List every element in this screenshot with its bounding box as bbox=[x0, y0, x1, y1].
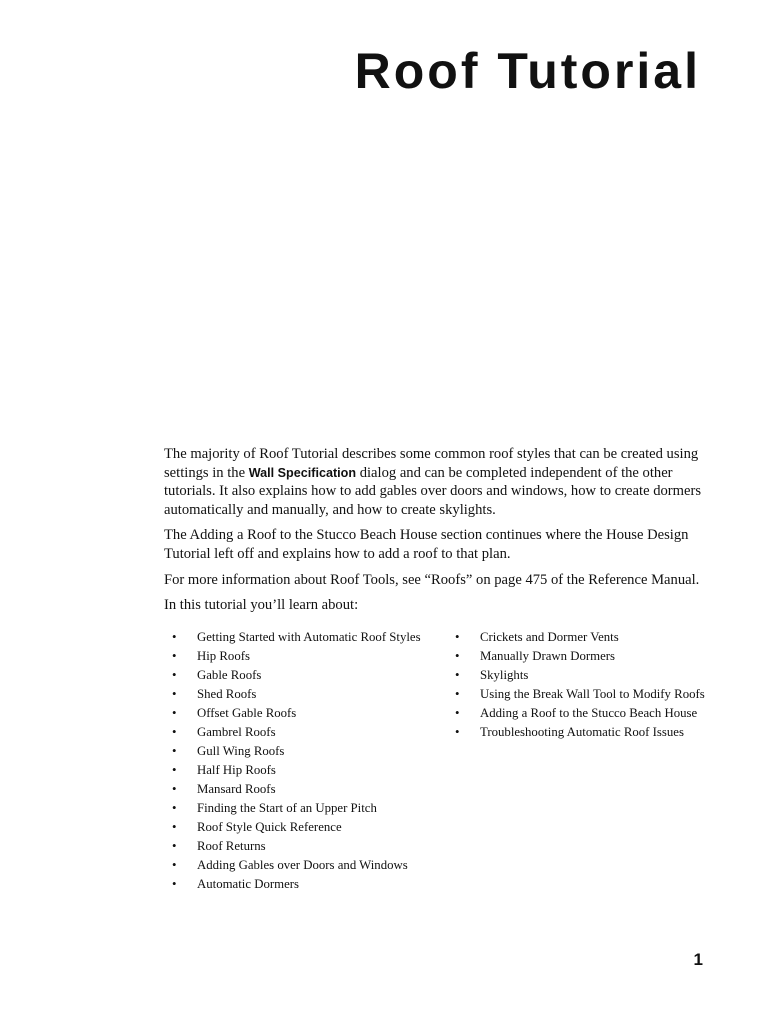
bullet-icon: • bbox=[172, 744, 177, 758]
bullet-icon: • bbox=[172, 763, 177, 777]
topic-label: Shed Roofs bbox=[197, 687, 257, 701]
topic-list-right-column bbox=[453, 628, 723, 742]
bullet-icon: • bbox=[455, 649, 460, 663]
topic-list-item bbox=[170, 818, 450, 837]
topic-label: Crickets and Dormer Vents bbox=[480, 630, 619, 644]
bullet-icon: • bbox=[172, 801, 177, 815]
topic-label: Getting Started with Automatic Roof Styles bbox=[197, 630, 421, 644]
topic-list-item bbox=[453, 704, 723, 723]
topic-list-left-column bbox=[170, 628, 450, 894]
topic-label: Skylights bbox=[480, 668, 529, 682]
topic-label: Hip Roofs bbox=[197, 649, 250, 663]
bullet-icon: • bbox=[172, 877, 177, 891]
bullet-icon: • bbox=[172, 687, 177, 701]
topic-label: Using the Break Wall Tool to Modify Roofs bbox=[480, 687, 705, 701]
page-number: 1 bbox=[693, 950, 703, 969]
topic-list-item bbox=[170, 799, 450, 818]
topic-label: Roof Style Quick Reference bbox=[197, 820, 342, 834]
bullet-icon: • bbox=[172, 820, 177, 834]
topic-label: Adding a Roof to the Stucco Beach House bbox=[480, 706, 698, 720]
topic-label: Gable Roofs bbox=[197, 668, 262, 682]
topic-label: Automatic Dormers bbox=[197, 877, 299, 891]
topic-list-item bbox=[170, 780, 450, 799]
topic-label: Gambrel Roofs bbox=[197, 725, 276, 739]
bullet-icon: • bbox=[172, 706, 177, 720]
topic-list-item bbox=[170, 628, 450, 647]
topic-list-item bbox=[170, 666, 450, 685]
intro-paragraph-1 bbox=[164, 445, 709, 519]
topic-label: Mansard Roofs bbox=[197, 782, 276, 796]
topic-list-item bbox=[453, 685, 723, 704]
topic-label: Half Hip Roofs bbox=[197, 763, 276, 777]
topic-label: Gull Wing Roofs bbox=[197, 744, 285, 758]
intro-paragraph-3: For more information about Roof Tools, see “Roofs” on page 475 of the Reference Manual. bbox=[164, 571, 700, 588]
topic-list-item bbox=[170, 685, 450, 704]
bullet-icon: • bbox=[172, 839, 177, 853]
bullet-icon: • bbox=[172, 858, 177, 872]
topic-label: Troubleshooting Automatic Roof Issues bbox=[480, 725, 684, 739]
bullet-icon: • bbox=[455, 725, 460, 739]
bullet-icon: • bbox=[455, 630, 460, 644]
bullet-icon: • bbox=[455, 687, 460, 701]
topic-label: Offset Gable Roofs bbox=[197, 706, 297, 720]
bullet-icon: • bbox=[172, 782, 177, 796]
topic-list-item bbox=[170, 875, 450, 894]
intro-paragraph-1-end: dialog and can be completed independent of the other tutorials. It also explains how to add gables over doors and windows, how to create dormers automatically and manually, and how to create skylights. bbox=[164, 464, 702, 518]
bullet-icon: • bbox=[172, 649, 177, 663]
wall-specification-term: Wall Specification bbox=[248, 465, 357, 480]
bullet-icon: • bbox=[455, 668, 460, 682]
intro-paragraph-4: In this tutorial you’ll learn about: bbox=[164, 597, 359, 614]
topic-label: Roof Returns bbox=[197, 839, 266, 853]
intro-text bbox=[164, 445, 709, 622]
topic-list-item bbox=[170, 647, 450, 666]
topic-list-item bbox=[170, 723, 450, 742]
topic-list-item bbox=[170, 856, 450, 875]
bullet-icon: • bbox=[172, 668, 177, 682]
topic-list-item bbox=[170, 742, 450, 761]
bullet-icon: • bbox=[172, 725, 177, 739]
topic-label: Manually Drawn Dormers bbox=[480, 649, 616, 663]
topic-list-item bbox=[453, 723, 723, 742]
topic-list-item bbox=[170, 761, 450, 780]
bullet-icon: • bbox=[455, 706, 460, 720]
topic-list-item bbox=[453, 628, 723, 647]
bullet-icon: • bbox=[172, 630, 177, 644]
topic-label: Finding the Start of an Upper Pitch bbox=[197, 801, 377, 815]
intro-paragraph-1-start: The majority of Roof Tutorial describes some common roof styles that can be created using settings in the bbox=[164, 446, 699, 481]
topic-label: Adding Gables over Doors and Windows bbox=[197, 858, 408, 872]
topic-list-item bbox=[453, 666, 723, 685]
topic-list-item bbox=[170, 837, 450, 856]
topic-list-item bbox=[453, 647, 723, 666]
topic-list-item bbox=[170, 704, 450, 723]
intro-paragraph-2: The Adding a Roof to the Stucco Beach House section continues where the House Design Tutorial left off and explains how to add a roof to that plan. bbox=[164, 527, 689, 562]
page-title: Roof Tutorial bbox=[354, 43, 701, 99]
